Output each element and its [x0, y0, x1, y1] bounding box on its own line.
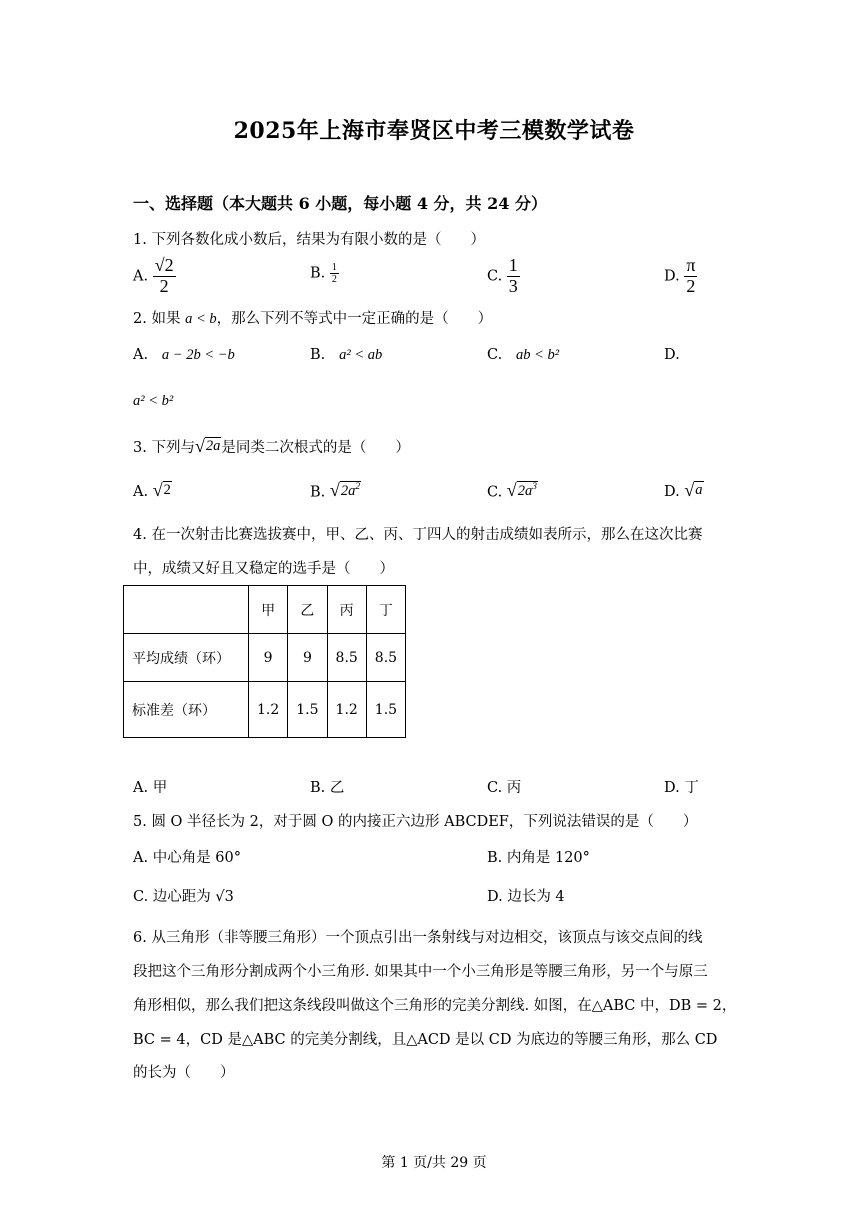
table-row [124, 634, 406, 682]
question-6-line1: 6. 从三角形（非等腰三角形）一个顶点引出一条射线与对边相交，该顶点与该交点间的线 [133, 930, 703, 946]
table-cell: 标准差（环） [124, 682, 249, 738]
radicand: 2 [163, 482, 171, 499]
q2-option-a [133, 347, 235, 364]
denominator: 3 [508, 275, 518, 296]
denominator: 2 [159, 275, 169, 296]
question-6-line5: 的长为（ ） [133, 1065, 235, 1081]
text-segment: 3. 下列与 [133, 440, 195, 456]
table-row [124, 682, 406, 738]
radical: √ 2a [194, 436, 221, 456]
q5-option-a: A. 中心角是 60° [133, 850, 241, 866]
table-cell: 1.5 [288, 682, 327, 738]
option-label: B. [310, 347, 326, 363]
question-4-text-line2: 中，成绩又好且又稳定的选手是（ ） [133, 561, 394, 577]
table-cell: 1.5 [366, 682, 405, 738]
radicand: 2a [205, 438, 221, 455]
q5-option-d: D. 边长为 4 [487, 889, 565, 905]
q4-option-b: B. 乙 [310, 780, 345, 796]
radicand: $2a^3$ [517, 482, 537, 499]
numerator: π [686, 255, 696, 275]
fraction [153, 256, 176, 297]
table-cell: 乙 [288, 586, 327, 634]
table-cell [124, 586, 249, 634]
page-footer: 第 1 页/共 29 页 [381, 1155, 487, 1171]
q5-option-c: C. 边心距为 √3 [133, 889, 234, 905]
option-label: D. [664, 268, 680, 285]
math-inline: ab < b² [516, 347, 560, 363]
q1-option-b [310, 262, 339, 285]
q5-option-b: B. 内角是 120° [487, 850, 590, 866]
q1-option-d [664, 256, 697, 297]
table-cell: 甲 [249, 586, 288, 634]
q2-option-c [487, 347, 559, 364]
table-cell: 9 [249, 634, 288, 682]
text-segment: 2. 如果 [133, 311, 181, 327]
numerator: 1 [508, 255, 518, 275]
q1-option-c [487, 256, 520, 297]
table-cell: 9 [288, 634, 327, 682]
q4-option-a: A. 甲 [133, 780, 168, 796]
option-label: B. [310, 265, 326, 282]
table-cell: 丙 [327, 586, 366, 634]
math-inline: a < b [185, 311, 217, 327]
question-5-text: 5. 圆 O 半径长为 2，对于圆 O 的内接正六边形 ABCDEF，下列说法错误的是（ ） [133, 814, 698, 830]
option-label: C. [487, 268, 503, 285]
radical: √ a [684, 480, 703, 500]
section-heading: 一、选择题（本大题共 6 小题，每小题 4 分，共 24 分） [133, 194, 547, 213]
radical: √ $2a^2$ [329, 480, 361, 501]
question-4-text-line1: 4. 在一次射击比赛选拔赛中，甲、乙、丙、丁四人的射击成绩如表所示，那么在这次比赛 [133, 527, 703, 543]
radicand: a [695, 482, 703, 499]
table-cell: 平均成绩（环） [124, 634, 249, 682]
question-3-text [133, 436, 410, 457]
question-1-text: 1. 下列各数化成小数后，结果为有限小数的是（ ） [133, 232, 485, 248]
option-label: D. [664, 484, 680, 500]
q2-option-b [310, 347, 382, 364]
numerator: 1 [331, 262, 337, 273]
question-6-line4: BC = 4，CD 是△ABC 的完美分割线，且△ACD 是以 CD 为底边的等腰三角形，那么 CD [133, 1032, 718, 1048]
score-table [123, 585, 406, 738]
text-segment: 是同类二次根式的是（ ） [221, 440, 410, 456]
table-cell: 1.2 [327, 682, 366, 738]
q3-option-d [664, 481, 704, 500]
table-cell: 丁 [366, 586, 405, 634]
option-label: C. [487, 484, 503, 501]
question-6-line3: 角形相似，那么我们把这条线段叫做这个三角形的完美分割线. 如图，在△ABC 中，DB = 2， [133, 998, 737, 1014]
option-label: A. [133, 484, 149, 500]
numerator: √2 [154, 255, 174, 275]
table-header-row [124, 586, 406, 634]
question-6-line2: 段把这个三角形分割成两个小三角形. 如果其中一个小三角形是等腰三角形，另一个与原三 [133, 964, 708, 980]
q3-option-b [310, 481, 361, 500]
fraction [507, 256, 520, 297]
text-segment: ，那么下列不等式中一定正确的是（ ） [216, 311, 493, 327]
denominator: 2 [331, 274, 337, 285]
q4-option-d: D. 丁 [664, 780, 699, 796]
question-2-text [133, 307, 492, 328]
q4-option-c: C. 丙 [487, 780, 522, 796]
option-label: B. [310, 484, 326, 501]
table-cell: 8.5 [327, 634, 366, 682]
q2-option-d-label: D. [664, 347, 680, 363]
radical: √ 2 [152, 480, 171, 500]
denominator: 2 [686, 275, 696, 296]
radicand: $2a^2$ [340, 482, 361, 499]
math-inline: a² < ab [339, 347, 383, 363]
option-label: C. [487, 347, 503, 363]
q2-option-d: a² < b² [133, 393, 174, 409]
fraction [684, 256, 697, 297]
table-cell: 1.2 [249, 682, 288, 738]
q3-option-a [133, 481, 172, 500]
option-label: A. [133, 268, 149, 285]
table-cell: 8.5 [366, 634, 405, 682]
math-inline: a − 2b < −b [161, 347, 235, 363]
q1-option-a [133, 256, 176, 297]
radical: √ $2a^3$ [506, 480, 537, 501]
q3-option-c [487, 481, 538, 500]
fraction [330, 262, 339, 285]
page-title: 2025年上海市奉贤区中考三模数学试卷 [233, 118, 635, 144]
option-label: A. [133, 347, 149, 363]
